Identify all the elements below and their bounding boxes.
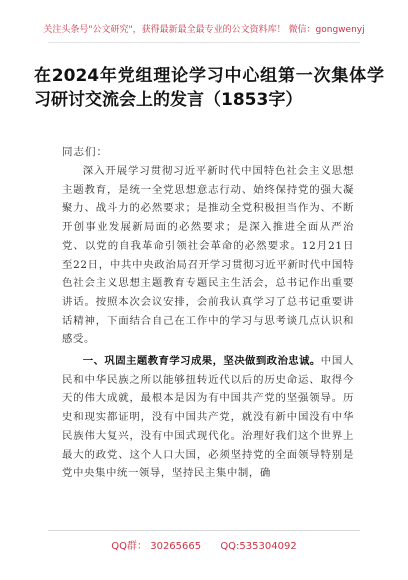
footer-qq-number: QQ:535304092 — [220, 541, 297, 552]
header-divider — [48, 42, 360, 43]
section-1-heading: 一、巩固主题教育学习成果，坚决做到政治忠诚。 — [82, 355, 321, 368]
document-body — [62, 162, 354, 483]
footer-divider — [48, 530, 360, 531]
footer-qq-group: QQ群： 30265665 — [111, 541, 202, 552]
salutation: 同志们： — [62, 146, 108, 158]
paragraph-section-1 — [62, 352, 354, 483]
footer-contact — [0, 537, 408, 552]
document-title: 在2024年党组理论学习中心组第一次集体学习研讨交流会上的发言（1853字） — [34, 66, 384, 110]
section-1-text: 中国人民和中华民族之所以能够扭转近代以后的历史命运、取得今天的伟大成就，最根本是因为有中国共产党的坚强领导。历史和现实都证明，没有中国共产党，就没有新中国没有中华民族伟大复兴，没有中国式现代化。治理好我们这个世界上最大的政党、这个人口大国，必须坚持党的全面领导特别是党中央集中统一领导，坚持民主集中制，确 — [62, 355, 354, 480]
paragraph-intro: 深入开展学习贯彻习近平新时代中国特色社会主义思想主题教育，是统一全党思想意志行动、始终保持党的强大凝聚力、战斗力的必然要求；是推动全党积极担当作为、不断开创事业发展新局面的必然要求；是深入推进全面从严治党、以党的自我革命引领社会革命的必然要求。12月21日至22日，中共中央政治局召开学习贯彻习近平新时代中国特色社会主义思想主题教育专题民主生活会，总书记作出重要讲话。按照本次会议安排，会前我认真学习了总书记重要讲话精神，下面结合自己在工作中的学习与思考谈几点认识和感受。 — [62, 165, 354, 346]
header-promo-note: 关注头条号"公文研究"，获得最新最全最专业的公文资料库！ 微信：gongwenyj — [43, 25, 365, 35]
